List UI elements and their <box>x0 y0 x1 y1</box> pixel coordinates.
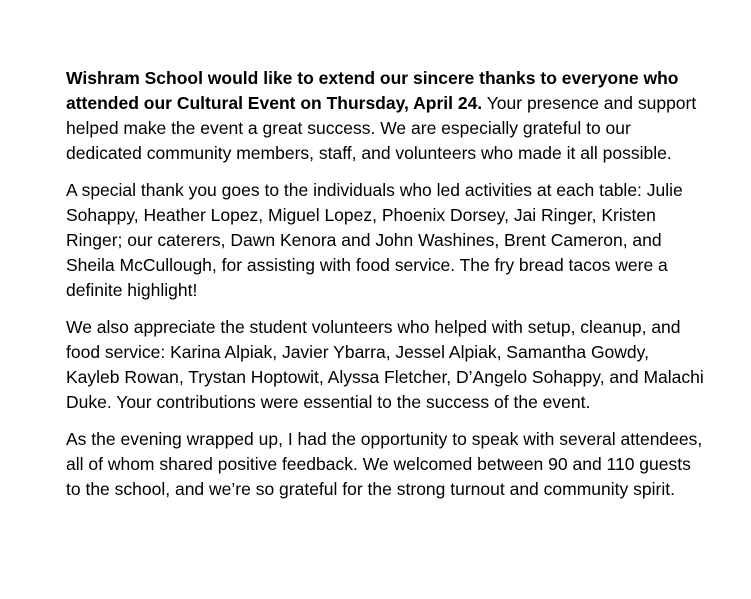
paragraph-thanks <box>66 66 706 166</box>
paragraph-feedback: As the evening wrapped up, I had the opportunity to speak with several attendees, all of whom shared positive feedback. We welcomed between 90 and 110 guests to the school, and we’re so grateful for the strong turnout and community spirit. <box>66 429 703 499</box>
thanks-body: Your presence and support helped make the event a great success. We are especially grateful to our dedicated community members, staff, and volunteers who made it all possible. <box>66 93 697 163</box>
paragraph-student-volunteers: We also appreciate the student volunteers who helped with setup, cleanup, and food service: Karina Alpiak, Javier Ybarra, Jessel Alpiak, Samantha Gowdy, Kayleb Rowan, Trystan Hoptowit, Alyssa Fletcher, D’Angelo Sohappy, and Malachi Duke. Your contributions were essential to the success of the event. <box>66 317 704 412</box>
thanks-headline: Wishram School would like to extend our sincere thanks to everyone who attended our Cultural Event on Thursday, April 24. <box>66 68 679 113</box>
document-body <box>66 66 706 514</box>
paragraph-table-leaders: A special thank you goes to the individuals who led activities at each table: Julie Sohappy, Heather Lopez, Miguel Lopez, Phoenix Dorsey, Jai Ringer, Kristen Ringer; our caterers, Dawn Kenora and John Washines, Brent Cameron, and Sheila McCullough, for assisting with food service. The fry bread tacos were a definite highlight! <box>66 180 683 300</box>
